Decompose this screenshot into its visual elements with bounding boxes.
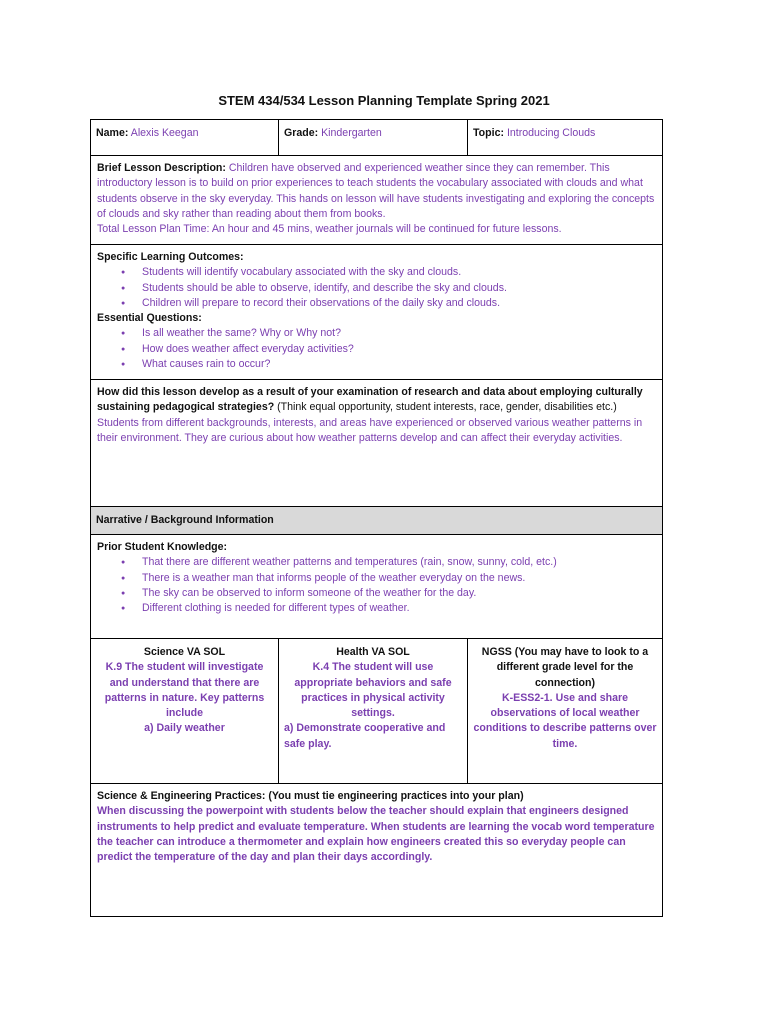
health-sol-text: K.4 The student will use appropriate behaviors and safe practices in physical activity settings. [294, 661, 452, 720]
list-item: ● There is a weather man that informs people of the weather everyday on the news. [142, 571, 656, 586]
list-item: ● Different clothing is needed for different types of weather. [142, 601, 656, 616]
lesson-time: Total Lesson Plan Time: An hour and 45 mins, weather journals will be continued for future lessons. [97, 223, 562, 236]
list-item: ● What causes rain to occur? [142, 357, 656, 372]
description-text: Children have observed and experienced weather since they can remember. This introductory lesson is to build on prior experiences to teach students the vocabulary associated with clouds and what students observe in the sky everyday. This hands on lesson will have students investigating and exploring the concepts of clouds and sky rather than reading about them from books. [97, 162, 655, 220]
grade-label: Grade: [284, 127, 319, 139]
name-value: Alexis Keegan [130, 127, 199, 139]
list-item: ● That there are different weather patterns and temperatures (rain, snow, sunny, cold, etc.) [142, 555, 656, 570]
grade-cell [279, 120, 468, 155]
science-sol-sub: a) Daily weather [144, 722, 225, 735]
list-item: ● Students will identify vocabulary associated with the sky and clouds. [142, 265, 656, 280]
science-sol-text: K.9 The student will investigate and understand that there are patterns in nature. Key patterns include [104, 661, 265, 720]
prior-knowledge-row [91, 534, 662, 638]
research-question: How did this lesson develop as a result of your examination of research and data about employing culturally sustaining pedagogical strategies? [97, 386, 643, 414]
practices-text: When discussing the powerpoint with students below the teacher should explain that engineers designed instruments to help predict and evaluate temperature. When students are learning the vocab word temperature the teacher can introduce a thermometer and explain how engineers created this so everyday people can predict the temperature of the day and plan their days accordingly. [97, 805, 655, 864]
name-label: Name: [96, 127, 129, 139]
topic-value: Introducing Clouds [506, 127, 596, 139]
outcomes-label: Specific Learning Outcomes: [97, 251, 244, 263]
narrative-label: Narrative / Background Information [96, 514, 274, 526]
ngss-cell [468, 639, 662, 783]
topic-label: Topic: [473, 127, 504, 139]
prior-list [97, 555, 656, 616]
questions-list [97, 326, 656, 372]
research-row [91, 379, 662, 506]
health-sol-cell [279, 639, 468, 783]
practices-label: Science & Engineering Practices: (You must tie engineering practices into your plan) [97, 790, 524, 802]
research-hint: (Think equal opportunity, student interests, race, gender, disabilities etc.) [277, 401, 617, 414]
science-sol-cell [91, 639, 279, 783]
document-title: STEM 434/534 Lesson Planning Template Spring 2021 [218, 93, 550, 108]
health-sol-label: Health VA SOL [336, 646, 410, 658]
lesson-plan-table [90, 119, 663, 917]
standards-row [91, 638, 662, 783]
prior-label: Prior Student Knowledge: [97, 541, 228, 553]
outcomes-list [97, 265, 656, 311]
science-sol-label: Science VA SOL [143, 646, 226, 658]
narrative-header [91, 506, 662, 534]
list-item: ● Children will prepare to record their observations of the daily sky and clouds. [142, 296, 656, 311]
list-item: ● How does weather affect everyday activities? [142, 342, 656, 357]
ngss-label: NGSS (You may have to look to a different grade level for the connection) [481, 646, 649, 689]
health-sol-sub: a) Demonstrate cooperative and safe play. [284, 722, 446, 750]
topic-cell [468, 120, 662, 155]
list-item: ● Students should be able to observe, identify, and describe the sky and clouds. [142, 281, 656, 296]
list-item: ● The sky can be observed to inform someone of the weather for the day. [142, 586, 656, 601]
research-answer: Students from different backgrounds, interests, and areas have experienced or observed various weather patterns in their environment. They are curious about how weather patterns develop and can affect their everyday activities. [97, 416, 643, 444]
practices-row [91, 783, 662, 916]
grade-value: Kindergarten [321, 127, 382, 139]
list-item: ● Is all weather the same? Why or Why not? [142, 326, 656, 341]
questions-label: Essential Questions: [97, 312, 202, 325]
header-row [91, 120, 662, 155]
description-row: Brief Lesson Description: Children have observed and experienced weather since they can remember. This introductory lesson is to build on prior experiences to teach students the vocabulary associated with clouds and what students observe in the sky everyday. This hands on lesson will have students investigating and exploring the concepts of clouds and sky rather than reading about them from books. Total Lesson Plan Time: An hour and 45 mins, weather journals will be continued for future lessons. [91, 155, 662, 244]
name-cell [91, 120, 279, 155]
outcomes-row [91, 244, 662, 379]
ngss-text: K-ESS2-1. Use and share observations of local weather conditions to describe patterns over time. [473, 691, 657, 750]
description-label: Brief Lesson Description [97, 162, 223, 174]
